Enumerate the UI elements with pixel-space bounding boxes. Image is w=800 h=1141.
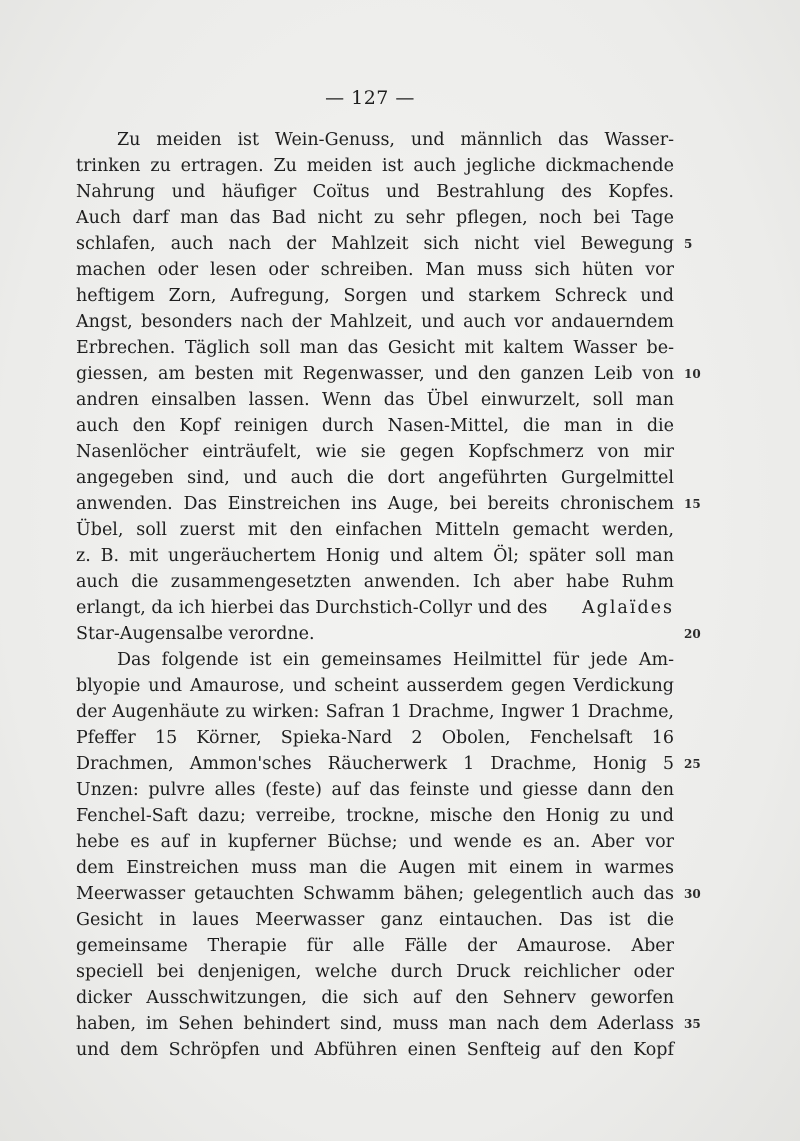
text-line-17: z. B. mit ungeräuchertem Honig und altem Öl; später soll man	[76, 546, 674, 566]
text-line-22: blyopie und Amaurose, und scheint ausserdem gegen Verdickung	[76, 676, 674, 696]
text-line-31: Gesicht in laues Meerwasser ganz eintauchen. Das ist die	[76, 910, 674, 930]
text-line-25: Drachmen, Ammon'sches Räucherwerk 1 Drachme, Honig 5	[76, 754, 674, 774]
line-number-30: 30	[684, 887, 701, 901]
text-line-3: Nahrung und häufiger Coïtus und Bestrahlung des Kopfes.	[76, 182, 674, 202]
text-line-30: Meerwasser getauchten Schwamm bähen; gelegentlich auch das	[76, 884, 674, 904]
text-line-2: trinken zu ertragen. Zu meiden ist auch jegliche dickmachende	[76, 156, 674, 176]
line-number-20: 20	[684, 627, 701, 641]
text-line-4: Auch darf man das Bad nicht zu sehr pflegen, noch bei Tage	[76, 208, 674, 228]
text-line-33: speciell bei denjenigen, welche durch Druck reichlicher oder	[76, 962, 674, 982]
text-line-12: auch den Kopf reinigen durch Nasen-Mittel, die man in die	[76, 416, 674, 436]
text-line-24: Pfeffer 15 Körner, Spieka-Nard 2 Obolen, Fenchelsaft 16	[76, 728, 674, 748]
text-line-26: Unzen: pulvre alles (feste) auf das feinste und giesse dann den	[76, 780, 674, 800]
text-line-1: Zu meiden ist Wein-Genuss, und männlich das Wasser-	[117, 130, 674, 150]
text-line-21: Das folgende ist ein gemeinsames Heilmittel für jede Am-	[117, 650, 674, 670]
text-line-36: und dem Schröpfen und Abführen einen Senfteig auf den Kopf	[76, 1040, 674, 1060]
text-line-29: dem Einstreichen muss man die Augen mit einem in warmes	[76, 858, 674, 878]
text-line-20: Star-Augensalbe verordne.	[76, 624, 315, 644]
text-line-10: giessen, am besten mit Regenwasser, und den ganzen Leib von	[76, 364, 674, 384]
text-line-19	[76, 595, 674, 621]
line-number-10: 10	[684, 367, 701, 381]
line-number-35: 35	[684, 1017, 701, 1031]
text-line-7: heftigem Zorn, Aufregung, Sorgen und starkem Schreck und	[76, 286, 674, 306]
text-line-27: Fenchel-Saft dazu; verreibe, trockne, mische den Honig zu und	[76, 806, 674, 826]
text-line-9: Erbrechen. Täglich soll man das Gesicht mit kaltem Wasser be-	[76, 338, 674, 358]
text-line-32: gemeinsame Therapie für alle Fälle der Amaurose. Aber	[76, 936, 674, 956]
person-name-aglaides: Aglaïdes	[581, 598, 674, 618]
text-line-19-main: erlangt, da ich hierbei das Durchstich-Collyr und des	[76, 598, 548, 618]
text-line-15: anwenden. Das Einstreichen ins Auge, bei bereits chronischem	[76, 494, 674, 514]
text-line-8: Angst, besonders nach der Mahlzeit, und auch vor andauerndem	[76, 312, 674, 332]
text-line-11: andren einsalben lassen. Wenn das Übel einwurzelt, soll man	[76, 390, 674, 410]
text-line-13: Nasenlöcher einträufelt, wie sie gegen Kopfschmerz von mir	[76, 442, 674, 462]
text-line-18: auch die zusammengesetzten anwenden. Ich aber habe Ruhm	[76, 572, 674, 592]
text-line-16: Übel, soll zuerst mit den einfachen Mitteln gemacht werden,	[76, 520, 674, 540]
text-line-35: haben, im Sehen behindert sind, muss man nach dem Aderlass	[76, 1014, 674, 1034]
line-number-5: 5	[684, 237, 693, 251]
text-line-6: machen oder lesen oder schreiben. Man muss sich hüten vor	[76, 260, 674, 280]
text-line-23: der Augenhäute zu wirken: Safran 1 Drachme, Ingwer 1 Drachme,	[76, 702, 674, 722]
text-line-34: dicker Ausschwitzungen, die sich auf den Sehnerv geworfen	[76, 988, 674, 1008]
line-number-15: 15	[684, 497, 701, 511]
text-line-14: angegeben sind, und auch die dort angeführten Gurgelmittel	[76, 468, 674, 488]
text-line-28: hebe es auf in kupferner Büchse; und wende es an. Aber vor	[76, 832, 674, 852]
line-number-25: 25	[684, 757, 701, 771]
page-number: — 127 —	[325, 87, 415, 109]
text-line-5: schlafen, auch nach der Mahlzeit sich nicht viel Bewegung	[76, 234, 674, 254]
